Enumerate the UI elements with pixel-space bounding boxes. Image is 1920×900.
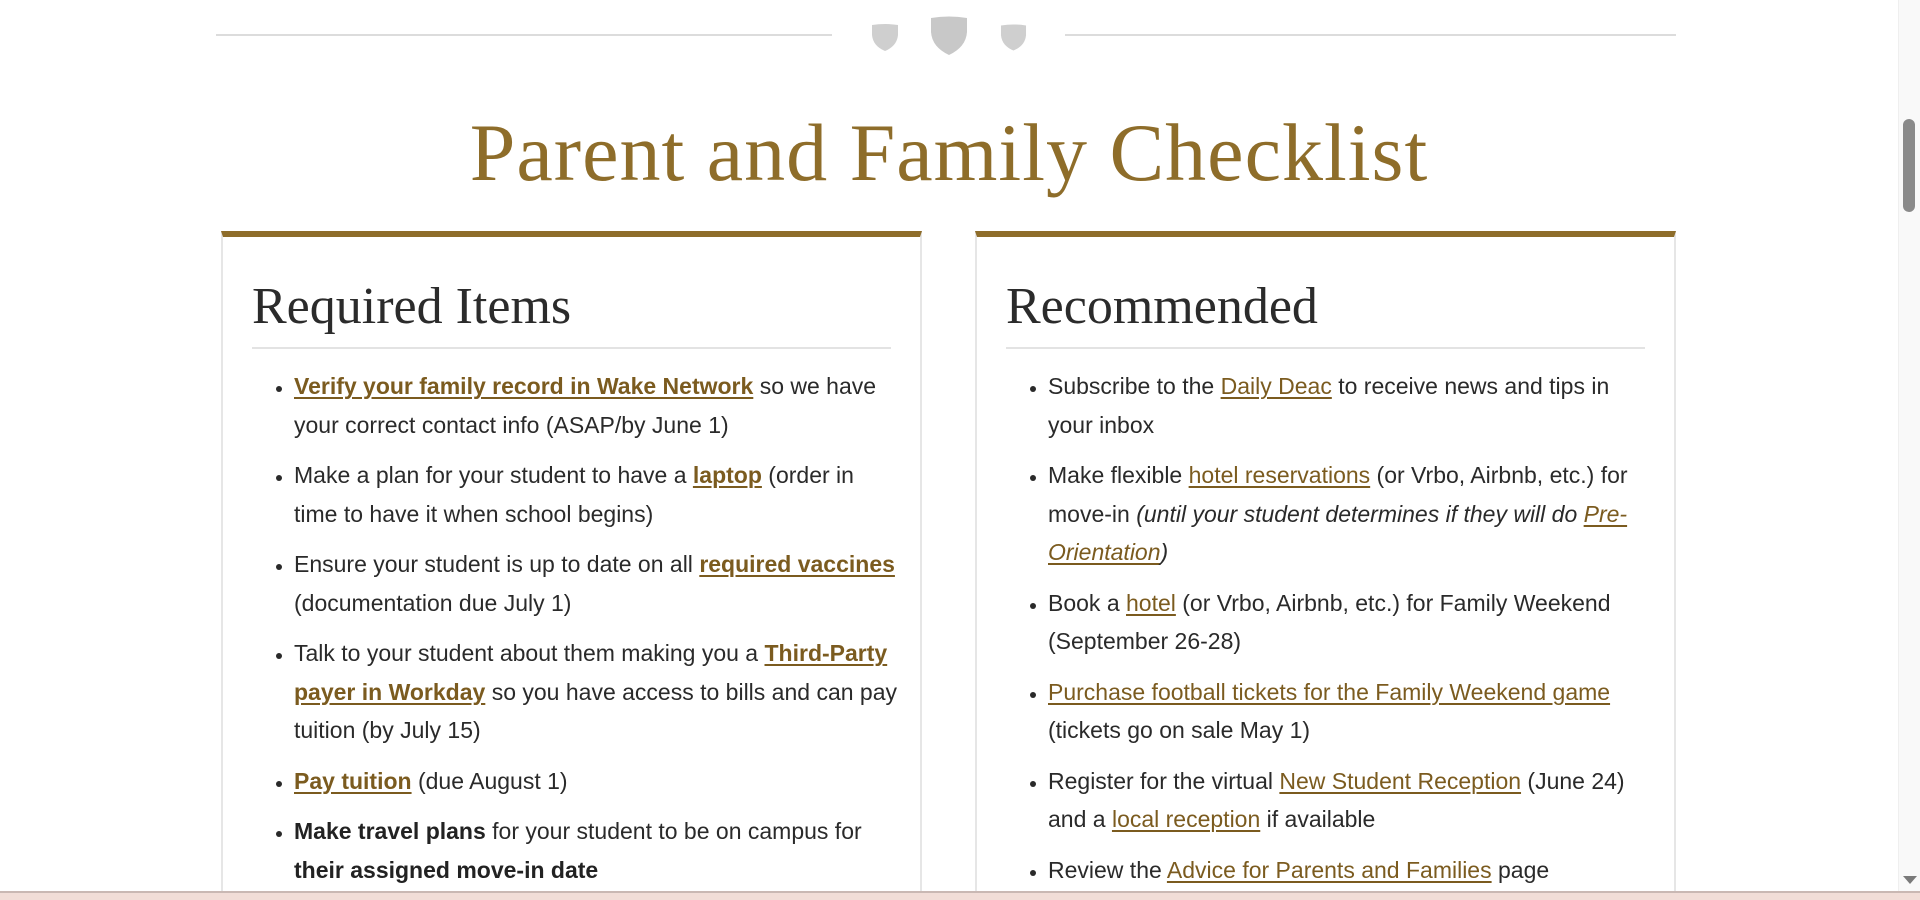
list-item <box>294 812 900 889</box>
scrollbar-thumb[interactable] <box>1903 119 1915 212</box>
hotel-reservations-link[interactable]: hotel reservations <box>1188 462 1371 488</box>
required-vaccines-link[interactable]: required vaccines <box>699 551 895 577</box>
item-text: if available <box>1260 806 1376 832</box>
item-text: so you have access to bills and can pay tuition (by July 15) <box>294 678 897 743</box>
shield-icon <box>871 24 899 51</box>
hotel-link[interactable]: hotel <box>1126 589 1176 616</box>
section-divider-left <box>216 34 832 36</box>
item-text: (or Vrbo, Airbnb, etc.) for Family Weekend (September 26-28) <box>1048 589 1611 654</box>
item-text: ) <box>1160 539 1169 565</box>
item-text: Make a plan for your student to have a <box>294 462 693 488</box>
football-tickets-link[interactable]: Purchase football tickets for the Family Weekend game <box>1048 678 1611 705</box>
item-text: (until your student determines if they will do <box>1136 500 1584 527</box>
shield-icon <box>930 16 968 55</box>
item-text: Talk to your student about them making you a <box>294 640 765 666</box>
item-text: (documentation due July 1) <box>294 589 572 616</box>
list-item <box>1048 673 1654 750</box>
item-text: (order in time to have it when school begins) <box>294 462 854 527</box>
item-text: (tickets go on sale May 1) <box>1048 717 1311 743</box>
section-divider-right <box>1065 34 1676 36</box>
pay-tuition-link[interactable]: Pay tuition <box>294 767 412 794</box>
new-student-reception-link[interactable]: New Student Reception <box>1279 767 1522 794</box>
recommended-card <box>975 231 1676 891</box>
item-bold-text: their assigned move-in date <box>294 856 599 883</box>
item-text: so we have your correct contact info (ASAP/by June 1) <box>294 373 877 438</box>
item-text: Review the <box>1048 856 1167 883</box>
wake-network-link[interactable]: Verify your family record in Wake Network <box>294 373 754 399</box>
list-item <box>294 634 900 750</box>
third-party-payer-link[interactable]: Third-Party payer in Workday <box>294 640 888 705</box>
item-text: Subscribe to the <box>1048 373 1221 399</box>
scroll-down-arrow-icon[interactable] <box>1903 876 1917 884</box>
item-text: Book a <box>1048 589 1126 616</box>
list-item <box>294 367 900 444</box>
item-text: (due August 1) <box>411 767 568 794</box>
recommended-list <box>1006 367 1654 891</box>
list-item <box>1048 456 1654 572</box>
pre-orientation-link[interactable]: Pre-Orientation <box>1048 500 1628 565</box>
item-text: Ensure your student is up to date on all <box>294 551 700 577</box>
page-title: Parent and Family Checklist <box>469 107 1429 198</box>
item-text: Register for the virtual <box>1048 767 1280 794</box>
vertical-scrollbar[interactable] <box>1898 0 1920 891</box>
list-item <box>1048 584 1654 661</box>
item-text: page <box>1491 856 1550 883</box>
list-item <box>294 762 900 801</box>
recommended-heading: Recommended <box>1006 277 1645 349</box>
required-items-card <box>221 231 922 891</box>
list-item <box>1048 367 1654 444</box>
item-bold-text: Make travel plans <box>294 818 486 844</box>
daily-deac-link[interactable]: Daily Deac <box>1220 373 1332 399</box>
item-text: (or Vrbo, Airbnb, etc.) for move-in <box>1048 462 1628 527</box>
list-item <box>294 456 900 533</box>
item-text: to receive news and tips in your inbox <box>1048 373 1610 438</box>
local-reception-link[interactable]: local reception <box>1111 806 1261 832</box>
shield-icon <box>1000 24 1027 51</box>
item-text: Make flexible <box>1048 462 1189 488</box>
required-items-heading: Required Items <box>252 277 891 349</box>
item-text: (June 24) and a <box>1048 767 1625 832</box>
required-items-list <box>252 367 900 891</box>
list-item <box>1048 851 1654 890</box>
bottom-edge-strip <box>0 891 1920 900</box>
list-item <box>294 545 900 622</box>
laptop-link[interactable]: laptop <box>692 462 762 488</box>
item-text: for your student to be on campus for <box>485 818 862 844</box>
list-item <box>1048 762 1654 839</box>
advice-parents-families-link[interactable]: Advice for Parents and Families <box>1166 856 1492 883</box>
